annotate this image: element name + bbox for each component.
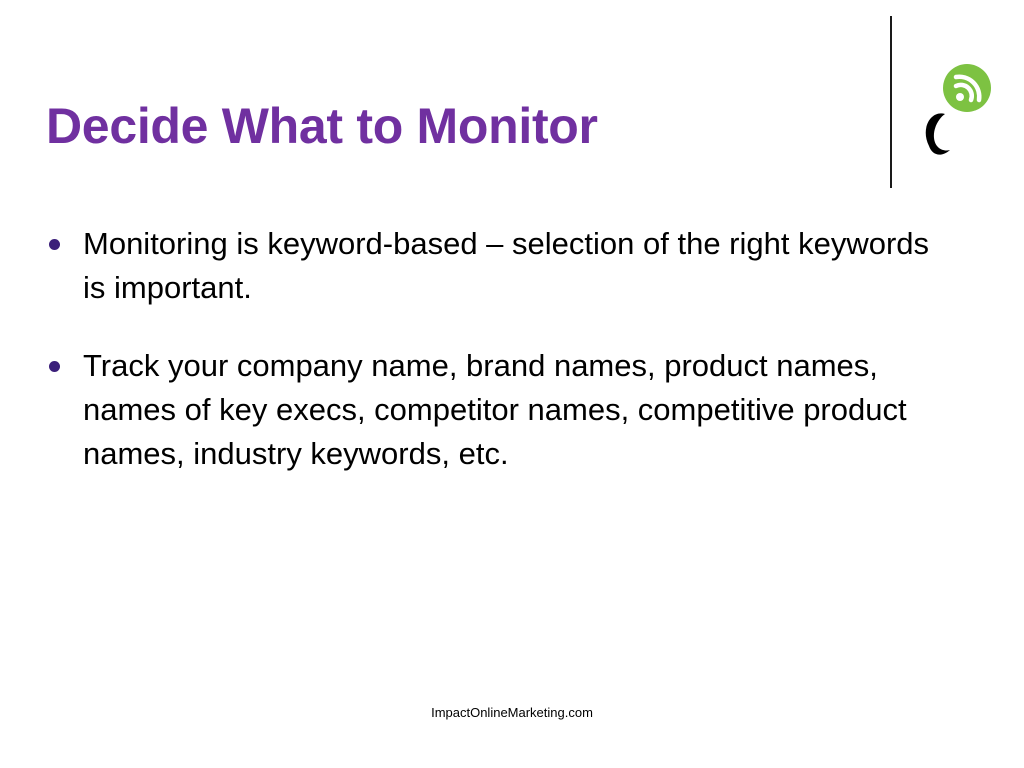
- footer-url: ImpactOnlineMarketing.com: [431, 705, 593, 720]
- slide-title: Decide What to Monitor: [46, 98, 598, 154]
- rss-feed-icon: [943, 64, 991, 112]
- bullet-text: Monitoring is keyword-based – selection of the right keywords is important.: [83, 226, 930, 305]
- bullet-list: [48, 222, 948, 510]
- bullet-item: [48, 222, 948, 310]
- vertical-divider: [890, 16, 892, 188]
- logo-letter-c: [926, 113, 950, 154]
- bullet-item: [48, 344, 948, 476]
- bullet-dot: [49, 239, 60, 250]
- company-logo: [915, 60, 997, 164]
- bullet-text: Track your company name, brand names, product names, names of key execs, competitor names, competitive product names, industry keywords, etc.: [83, 348, 907, 471]
- bullet-dot: [49, 361, 60, 372]
